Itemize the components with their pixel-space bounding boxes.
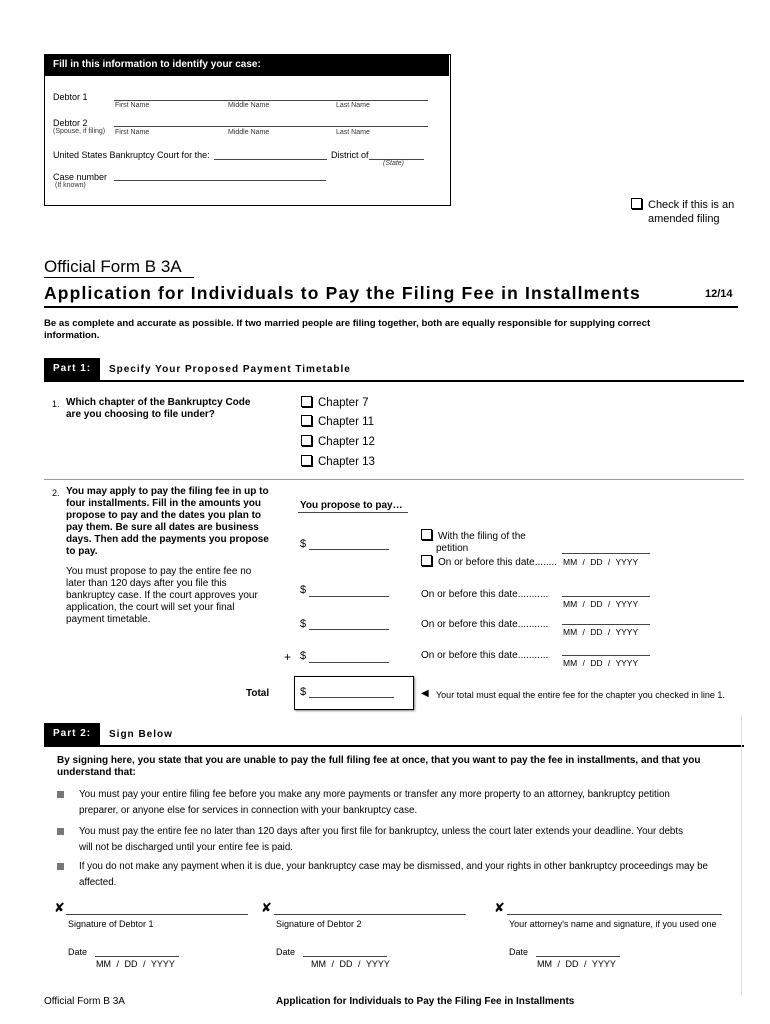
on-or-before-label-4: On or before this date........... — [421, 650, 549, 661]
propose-header: You propose to pay… — [300, 500, 403, 511]
amended-line2: amended filing — [648, 213, 720, 225]
total-note: Your total must equal the entire fee for the chapter you checked in line 1. — [436, 690, 725, 700]
form-version: 12/14 — [705, 288, 733, 300]
form-number: Official Form B 3A — [44, 257, 182, 276]
part2-intro: By signing here, you state that you are unable to pay the full filing fee at once, that you want to pay the fee in installments, and that you understand that: — [57, 755, 701, 778]
form-intro: Be as complete and accurate as possible. If two married people are filing together, both are equally responsible for supplying correct information. — [44, 318, 651, 341]
q2-number: 2. — [52, 488, 60, 498]
debtor1-name-field[interactable] — [114, 100, 428, 101]
part2-label: Part 2: — [44, 723, 100, 745]
attorney-signature-caption: Your attorney's name and signature, if you used one — [509, 919, 717, 929]
case-info-header: Fill in this information to identify your case: — [44, 54, 449, 76]
chapter-12-checkbox[interactable] — [301, 435, 312, 446]
date1-format: MM / DD / YYYY — [563, 557, 639, 567]
debtor1-date-label: Date — [68, 947, 88, 957]
amended-checkbox[interactable] — [631, 198, 642, 209]
debtor2-last-name-caption: Last Name — [336, 129, 370, 136]
chapter-7-label: Chapter 7 — [318, 397, 369, 409]
chapter-11-checkbox[interactable] — [301, 415, 312, 426]
debtor1-first-name-caption: First Name — [115, 102, 150, 109]
part1-title: Specify Your Proposed Payment Timetable — [109, 364, 351, 375]
debtor1-label: Debtor 1 — [53, 92, 88, 102]
margin-guide — [741, 715, 742, 995]
attorney-date-format: MM / DD / YYYY — [537, 959, 616, 969]
case-number-field[interactable] — [114, 180, 326, 181]
q2-instructions: You may apply to pay the filing fee in up to four installments. Fill in the amounts you propose to pay and the dates you plan to pay them. Be sure all dates are business days. Then add the payments you propose to pay. — [66, 486, 269, 557]
arrow-left-icon: ◀ — [421, 688, 429, 699]
debtor1-signature-caption: Signature of Debtor 1 — [68, 919, 154, 929]
attorney-date-field[interactable] — [536, 956, 620, 957]
debtor1-middle-name-caption: Middle Name — [228, 102, 270, 109]
debtor2-date-field[interactable] — [303, 956, 387, 957]
debtor2-signature-caption: Signature of Debtor 2 — [276, 919, 362, 929]
installment3-amount-field[interactable] — [309, 629, 389, 630]
debtor1-date-format: MM / DD / YYYY — [96, 959, 175, 969]
attorney-signature-field[interactable] — [507, 914, 722, 915]
bullet-icon — [57, 791, 64, 798]
district-label: District of — [331, 150, 369, 160]
part2-rule — [44, 745, 744, 747]
court-field[interactable] — [214, 159, 327, 160]
chapter-12-option[interactable] — [301, 435, 375, 448]
chapter-12-label: Chapter 12 — [318, 436, 375, 448]
q2-note: You must propose to pay the entire fee no later than 120 days after you file this bankruptcy case. If the court approves your application, the court will set your final payment timetable. — [66, 566, 258, 625]
date4-field[interactable] — [562, 655, 650, 656]
chapter-11-option[interactable] — [301, 415, 374, 428]
bullet-icon — [57, 828, 64, 835]
q1-divider — [44, 479, 744, 480]
propose-header-rule — [298, 512, 408, 513]
attorney-date-label: Date — [509, 947, 529, 957]
on-or-before-label-3: On or before this date........... — [421, 619, 549, 630]
with-filing-option[interactable] — [421, 529, 526, 555]
debtor2-name-field[interactable] — [114, 126, 428, 127]
on-or-before-label-2: On or before this date........... — [421, 589, 549, 600]
total-dollar: $ — [300, 686, 307, 698]
date3-field[interactable] — [562, 624, 650, 625]
form-number-underline — [44, 277, 194, 278]
chapter-7-option[interactable] — [301, 396, 369, 409]
part2-title: Sign Below — [109, 729, 173, 740]
debtor2-first-name-caption: First Name — [115, 129, 150, 136]
debtor2-label: Debtor 2 — [53, 118, 88, 128]
case-number-if-known: (If known) — [55, 182, 86, 189]
amended-line1: Check if this is an — [648, 199, 735, 211]
part1-rule — [44, 380, 744, 382]
condition-3: If you do not make any payment when it is due, your bankruptcy case may be dismissed, and your rights in other bankruptcy proceedings may be affected. — [79, 861, 708, 888]
state-caption: (State) — [383, 160, 405, 167]
court-label: United States Bankruptcy Court for the: — [53, 150, 210, 160]
chapter-13-label: Chapter 13 — [318, 456, 375, 468]
x-mark-icon: ✘ — [54, 900, 65, 915]
plus-sign: + — [284, 650, 292, 664]
footer-form-number: Official Form B 3A — [44, 996, 125, 1007]
with-filing-line1: With the filing of the — [438, 531, 526, 542]
chapter-13-option[interactable] — [301, 455, 375, 468]
date2-format: MM / DD / YYYY — [563, 599, 639, 609]
chapter-11-label: Chapter 11 — [318, 416, 375, 428]
installment4-dollar: $ — [300, 650, 307, 662]
debtor1-date-field[interactable] — [95, 956, 179, 957]
part1-label: Part 1: — [44, 358, 100, 380]
debtor2-middle-name-caption: Middle Name — [228, 129, 270, 136]
on-or-before-option-1[interactable] — [421, 555, 557, 568]
installment4-amount-field[interactable] — [309, 662, 389, 663]
bullet-icon — [57, 863, 64, 870]
installment1-amount-field[interactable] — [309, 549, 389, 550]
date1-field[interactable] — [562, 553, 650, 554]
amended-filing[interactable] — [631, 198, 734, 226]
q1-number: 1. — [52, 399, 60, 409]
chapter-7-checkbox[interactable] — [301, 396, 312, 407]
q1-text: Which chapter of the Bankruptcy Code are you choosing to file under? — [66, 397, 251, 420]
debtor2-date-label: Date — [276, 947, 296, 957]
on-or-before-checkbox[interactable] — [421, 555, 432, 566]
debtor2-date-format: MM / DD / YYYY — [311, 959, 390, 969]
footer-form-title: Application for Individuals to Pay the Filing Fee in Installments — [276, 996, 575, 1007]
chapter-13-checkbox[interactable] — [301, 455, 312, 466]
debtor2-spouse-note: (Spouse, if filing) — [53, 128, 106, 135]
total-box — [294, 676, 414, 710]
installment1-dollar: $ — [300, 538, 307, 550]
case-number-label: Case number — [53, 172, 108, 182]
debtor1-signature-field[interactable] — [66, 914, 248, 915]
total-amount-field[interactable] — [309, 697, 394, 698]
debtor2-signature-field[interactable] — [274, 914, 466, 915]
installment3-dollar: $ — [300, 618, 307, 630]
date4-format: MM / DD / YYYY — [563, 658, 639, 668]
form-title: Application for Individuals to Pay the Filing Fee in Installments — [44, 283, 641, 303]
condition-1: You must pay your entire filing fee before you make any more payments or transfer any more property to an attorney, bankruptcy petition preparer, or anyone else for services in connection with your bankruptcy case. — [79, 789, 670, 816]
date2-field[interactable] — [562, 596, 650, 597]
condition-2: You must pay the entire fee no later than 120 days after you first file for bankruptcy, unless the court later extends your deadline. Your debts will not be discharged until your entire fee is paid. — [79, 826, 683, 853]
installment2-amount-field[interactable] — [309, 596, 389, 597]
with-filing-line2: petition — [436, 543, 469, 554]
on-or-before-label-1: On or before this date........ — [438, 557, 557, 568]
x-mark-icon: ✘ — [494, 900, 505, 915]
x-mark-icon: ✘ — [261, 900, 272, 915]
debtor1-last-name-caption: Last Name — [336, 102, 370, 109]
with-filing-checkbox[interactable] — [421, 529, 432, 540]
date3-format: MM / DD / YYYY — [563, 627, 639, 637]
title-rule — [44, 306, 738, 308]
total-label: Total — [246, 688, 270, 699]
installment2-dollar: $ — [300, 584, 307, 596]
